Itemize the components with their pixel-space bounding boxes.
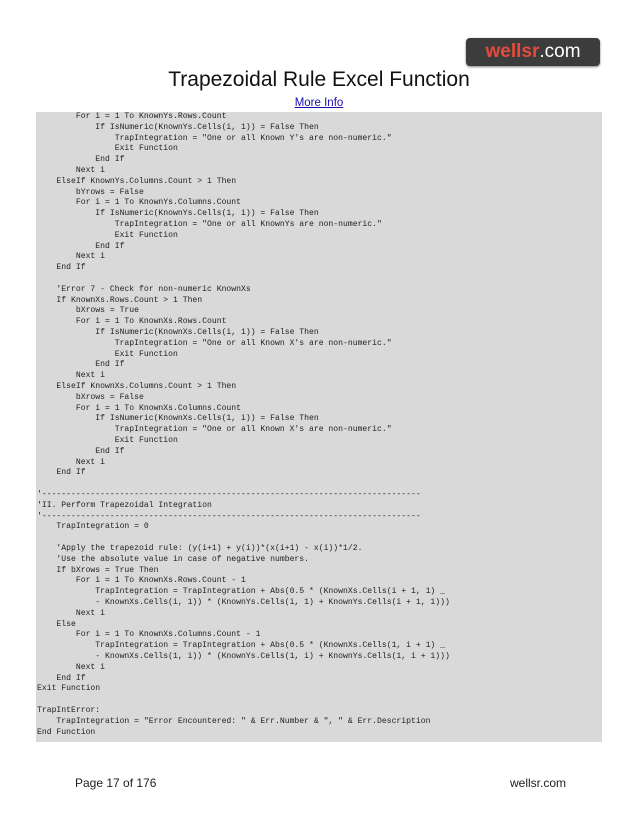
code-line: - KnownXs.Cells(1, i)) * (KnownYs.Cells(1, i) + KnownYs.Cells(1, i + 1))): [37, 652, 450, 661]
code-line: '------------------------------------------------------------------------------: [37, 490, 421, 499]
code-line: If IsNumeric(KnownXs.Cells(i, 1)) = False Then: [37, 328, 319, 337]
code-line: Next i: [37, 252, 105, 262]
code-line: Exit Function: [37, 144, 178, 154]
code-line: 'Error 7 - Check for non-numeric KnownXs: [37, 284, 251, 294]
footer-site: wellsr.com: [510, 776, 567, 790]
code-block: [36, 112, 602, 742]
code-line: End If: [37, 446, 125, 456]
code-line: ElseIf KnownYs.Columns.Count > 1 Then: [37, 176, 237, 186]
code-line: Next i: [37, 371, 105, 381]
code-line: TrapIntegration = "One or all KnownYs are non-numeric.": [37, 220, 382, 229]
code-line: TrapIntegration = "One or all Known X's are non-numeric.": [37, 425, 392, 435]
code-line: End If: [37, 241, 125, 251]
code-line: Else: [37, 619, 76, 629]
code-line: 'Apply the trapezoid rule: (y(i+1) + y(i))*(x(i+1) - x(i))*1/2.: [37, 544, 363, 553]
code-line: '------------------------------------------------------------------------------: [37, 511, 421, 521]
code-line: For i = 1 To KnownYs.Columns.Count: [37, 198, 241, 208]
code-line: End If: [37, 360, 125, 370]
code-line: Exit Function: [37, 436, 178, 445]
code-line: TrapIntegration = "One or all Known Y's are non-numeric.": [37, 133, 392, 143]
code-line: ElseIf KnownXs.Columns.Count > 1 Then: [37, 382, 237, 391]
more-info-link[interactable]: More Info: [294, 97, 344, 109]
code-line: bYrows = False: [37, 187, 144, 197]
page-number: Page 17 of 176: [75, 776, 157, 790]
code-line: End If: [37, 673, 86, 683]
code-line: Exit Function: [37, 230, 178, 240]
code-line: For i = 1 To KnownXs.Columns.Count - 1: [37, 630, 261, 640]
code-line: 'Use the absolute value in case of negative numbers.: [37, 554, 309, 564]
code-line: bXrows = True: [37, 306, 139, 316]
code-line: Next i: [37, 166, 105, 175]
code-line: Exit Function: [37, 684, 101, 694]
code-line: bXrows = False: [37, 392, 144, 402]
code-line: TrapIntegration = 0: [37, 522, 149, 532]
code-line: If bXrows = True Then: [37, 565, 159, 575]
code-line: For i = 1 To KnownXs.Rows.Count - 1: [37, 576, 246, 586]
code-line: If IsNumeric(KnownXs.Cells(1, i)) = False Then: [37, 414, 319, 424]
code-line: For i = 1 To KnownYs.Rows.Count: [37, 112, 227, 121]
code-line: TrapIntegration = "One or all Known X's are non-numeric.": [37, 338, 392, 348]
logo-brand: wellsr: [485, 41, 540, 62]
logo-suffix: .com: [539, 41, 581, 62]
code-line: End If: [37, 468, 86, 478]
code-line: For i = 1 To KnownXs.Columns.Count: [37, 403, 241, 413]
code-line: Next i: [37, 608, 105, 618]
code-line: If IsNumeric(KnownYs.Cells(1, i)) = False Then: [37, 209, 319, 219]
code-line: TrapIntegration = TrapIntegration + Abs(0.5 * (KnownXs.Cells(1, i + 1) _: [37, 641, 445, 651]
wellsr-logo[interactable]: [466, 38, 600, 66]
code-line: For i = 1 To KnownXs.Rows.Count: [37, 317, 227, 327]
code-line: Next i: [37, 457, 105, 467]
code-line: Exit Function: [37, 349, 178, 359]
code-line: - KnownXs.Cells(i, 1)) * (KnownYs.Cells(i, 1) + KnownYs.Cells(i + 1, 1))): [37, 598, 450, 607]
code-line: End If: [37, 155, 125, 165]
code-line: End Function: [37, 727, 96, 737]
code-line: TrapIntegration = TrapIntegration + Abs(0.5 * (KnownXs.Cells(i + 1, 1) _: [37, 587, 445, 597]
code-line: Next i: [37, 662, 105, 672]
code-line: If KnownXs.Rows.Count > 1 Then: [37, 295, 203, 305]
code-line: End If: [37, 263, 86, 273]
code-line: TrapIntError:: [37, 706, 101, 715]
code-line: TrapIntegration = "Error Encountered: " & Err.Number & ", " & Err.Description: [37, 716, 431, 726]
code-line: 'II. Perform Trapezoidal Integration: [37, 500, 212, 510]
code-line: If IsNumeric(KnownYs.Cells(i, 1)) = False Then: [37, 122, 319, 132]
page-title: Trapezoidal Rule Excel Function: [168, 68, 470, 91]
